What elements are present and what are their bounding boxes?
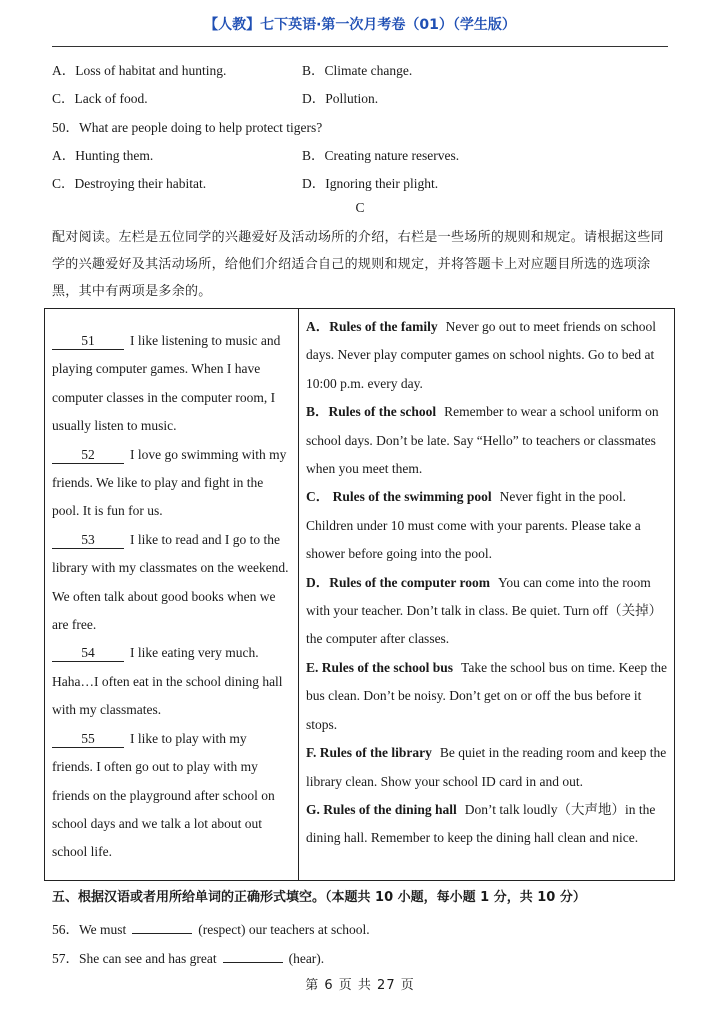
answer-blank-54[interactable]: 54 xyxy=(52,645,124,662)
rule-text: Don’t talk loudly（大声地）in the dining hall. Remember to keep the dining hall clean and nice. xyxy=(306,801,656,846)
rule-item-d xyxy=(306,569,674,654)
q49-option-d: D．Pollution. xyxy=(302,91,379,106)
rule-text: Never go out to meet friends on school days. Never play computer games on school nights. Go to bed at 10:00 p.m. every day. xyxy=(306,319,656,391)
rule-title: F. Rules of the library xyxy=(306,745,432,761)
student-item xyxy=(52,327,290,441)
student-text: I like to play with my friends. I often go out to play with my friends on the playground after school on school days and we talk a lot about out school life. xyxy=(52,730,275,860)
answer-blank-52[interactable]: 52 xyxy=(52,447,124,464)
student-item xyxy=(52,639,290,724)
answer-blank-51[interactable]: 51 xyxy=(52,333,124,350)
rule-item-b xyxy=(306,398,674,483)
q57-text-before: 57．She can see and has great xyxy=(52,951,217,966)
answer-blank-53[interactable]: 53 xyxy=(52,532,124,549)
table-divider xyxy=(298,309,299,880)
section-5-title: 五、根据汉语或者用所给单词的正确形式填空。（本题共 10 小题，每小题 1 分，共 10 分） xyxy=(52,890,586,905)
student-text: I love go swimming with my friends. We like to play and fight in the pool. It is fun for us. xyxy=(52,446,287,519)
answer-blank-55[interactable]: 55 xyxy=(52,731,124,748)
rule-title: D．Rules of the computer room xyxy=(306,574,490,590)
rule-text: Take the school bus on time. Keep the bus clean. Don’t be noisy. Don’t get on or off the bus before it stops. xyxy=(306,659,668,732)
q50-option-c: C．Destroying their habitat. xyxy=(52,176,207,191)
q50-option-a: A．Hunting them. xyxy=(52,148,154,163)
matching-table xyxy=(44,308,675,881)
rules-column xyxy=(306,313,674,853)
rule-item-f xyxy=(306,739,674,796)
q56-text-before: 56．We must xyxy=(52,922,127,937)
header-title: 【人教】七下英语·第一次月考卷（01）（学生版） xyxy=(204,17,516,33)
rule-text: Remember to wear a school uniform on school days. Don’t be late. Say “Hello” to teachers or classmates when you meet them. xyxy=(306,404,659,477)
rule-text: Never fight in the pool. Children under 10 must come with your parents. Please take a shower before going into the pool. xyxy=(306,489,641,562)
rule-title: C． Rules of the swimming pool xyxy=(306,489,492,505)
page-header xyxy=(52,14,668,47)
rule-text: You can come into the room with your teacher. Don’t talk in class. Be quiet. Turn off（关掉）the computer after classes. xyxy=(306,574,663,647)
q56-text-after: (respect) our teachers at school. xyxy=(198,922,370,937)
rule-title: A．Rules of the family xyxy=(306,319,438,334)
student-item xyxy=(52,526,290,640)
q49-option-c: C．Lack of food. xyxy=(52,91,148,106)
q50-option-b: B．Creating nature reserves. xyxy=(302,148,460,163)
q57 xyxy=(52,947,324,967)
section-c-instructions: 配对阅读。左栏是五位同学的兴趣爱好及活动场所的介绍，右栏是一些场所的规则和规定。请根据这些同学的兴趣爱好及其活动场所，给他们介绍适合自己的规则和规定，并将答题卡上对应题目所选的选项涂黑，其中有两项是多余的。 xyxy=(52,230,664,299)
rule-text: Be quiet in the reading room and keep the library clean. Show your school ID card in and out. xyxy=(306,745,667,789)
rule-title: B．Rules of the school xyxy=(306,404,437,420)
q49-option-b: B．Climate change. xyxy=(302,63,413,78)
rule-item-e xyxy=(306,654,674,739)
q50-question: 50．What are people doing to help protect tigers? xyxy=(52,120,323,135)
students-column xyxy=(52,327,290,867)
q57-answer-blank[interactable] xyxy=(223,950,283,963)
q57-text-after: (hear). xyxy=(288,951,325,966)
q56-answer-blank[interactable] xyxy=(132,921,192,934)
q50-option-d: D．Ignoring their plight. xyxy=(302,176,439,191)
student-text: I like eating very much. Haha…I often eat in the school dining hall with my classmates. xyxy=(52,645,283,718)
student-text: I like to read and I go to the library with my classmates on the weekend. We often talk about good books when we are free. xyxy=(52,531,289,633)
student-text: I like listening to music and playing computer games. When I have computer classes in the computer room, I usually listen to music. xyxy=(52,333,281,434)
section-c-label: C xyxy=(355,200,365,215)
student-item xyxy=(52,725,290,867)
q56 xyxy=(52,918,370,938)
student-item xyxy=(52,441,290,526)
rule-item-a xyxy=(306,313,674,398)
page-footer: 第 6 页 共 27 页 xyxy=(305,978,415,993)
q49-option-a: A．Loss of habitat and hunting. xyxy=(52,63,227,78)
rule-title: G. Rules of the dining hall xyxy=(306,801,457,817)
rule-item-c xyxy=(306,483,674,568)
rule-item-g xyxy=(306,796,674,853)
rule-title: E. Rules of the school bus xyxy=(306,659,454,675)
